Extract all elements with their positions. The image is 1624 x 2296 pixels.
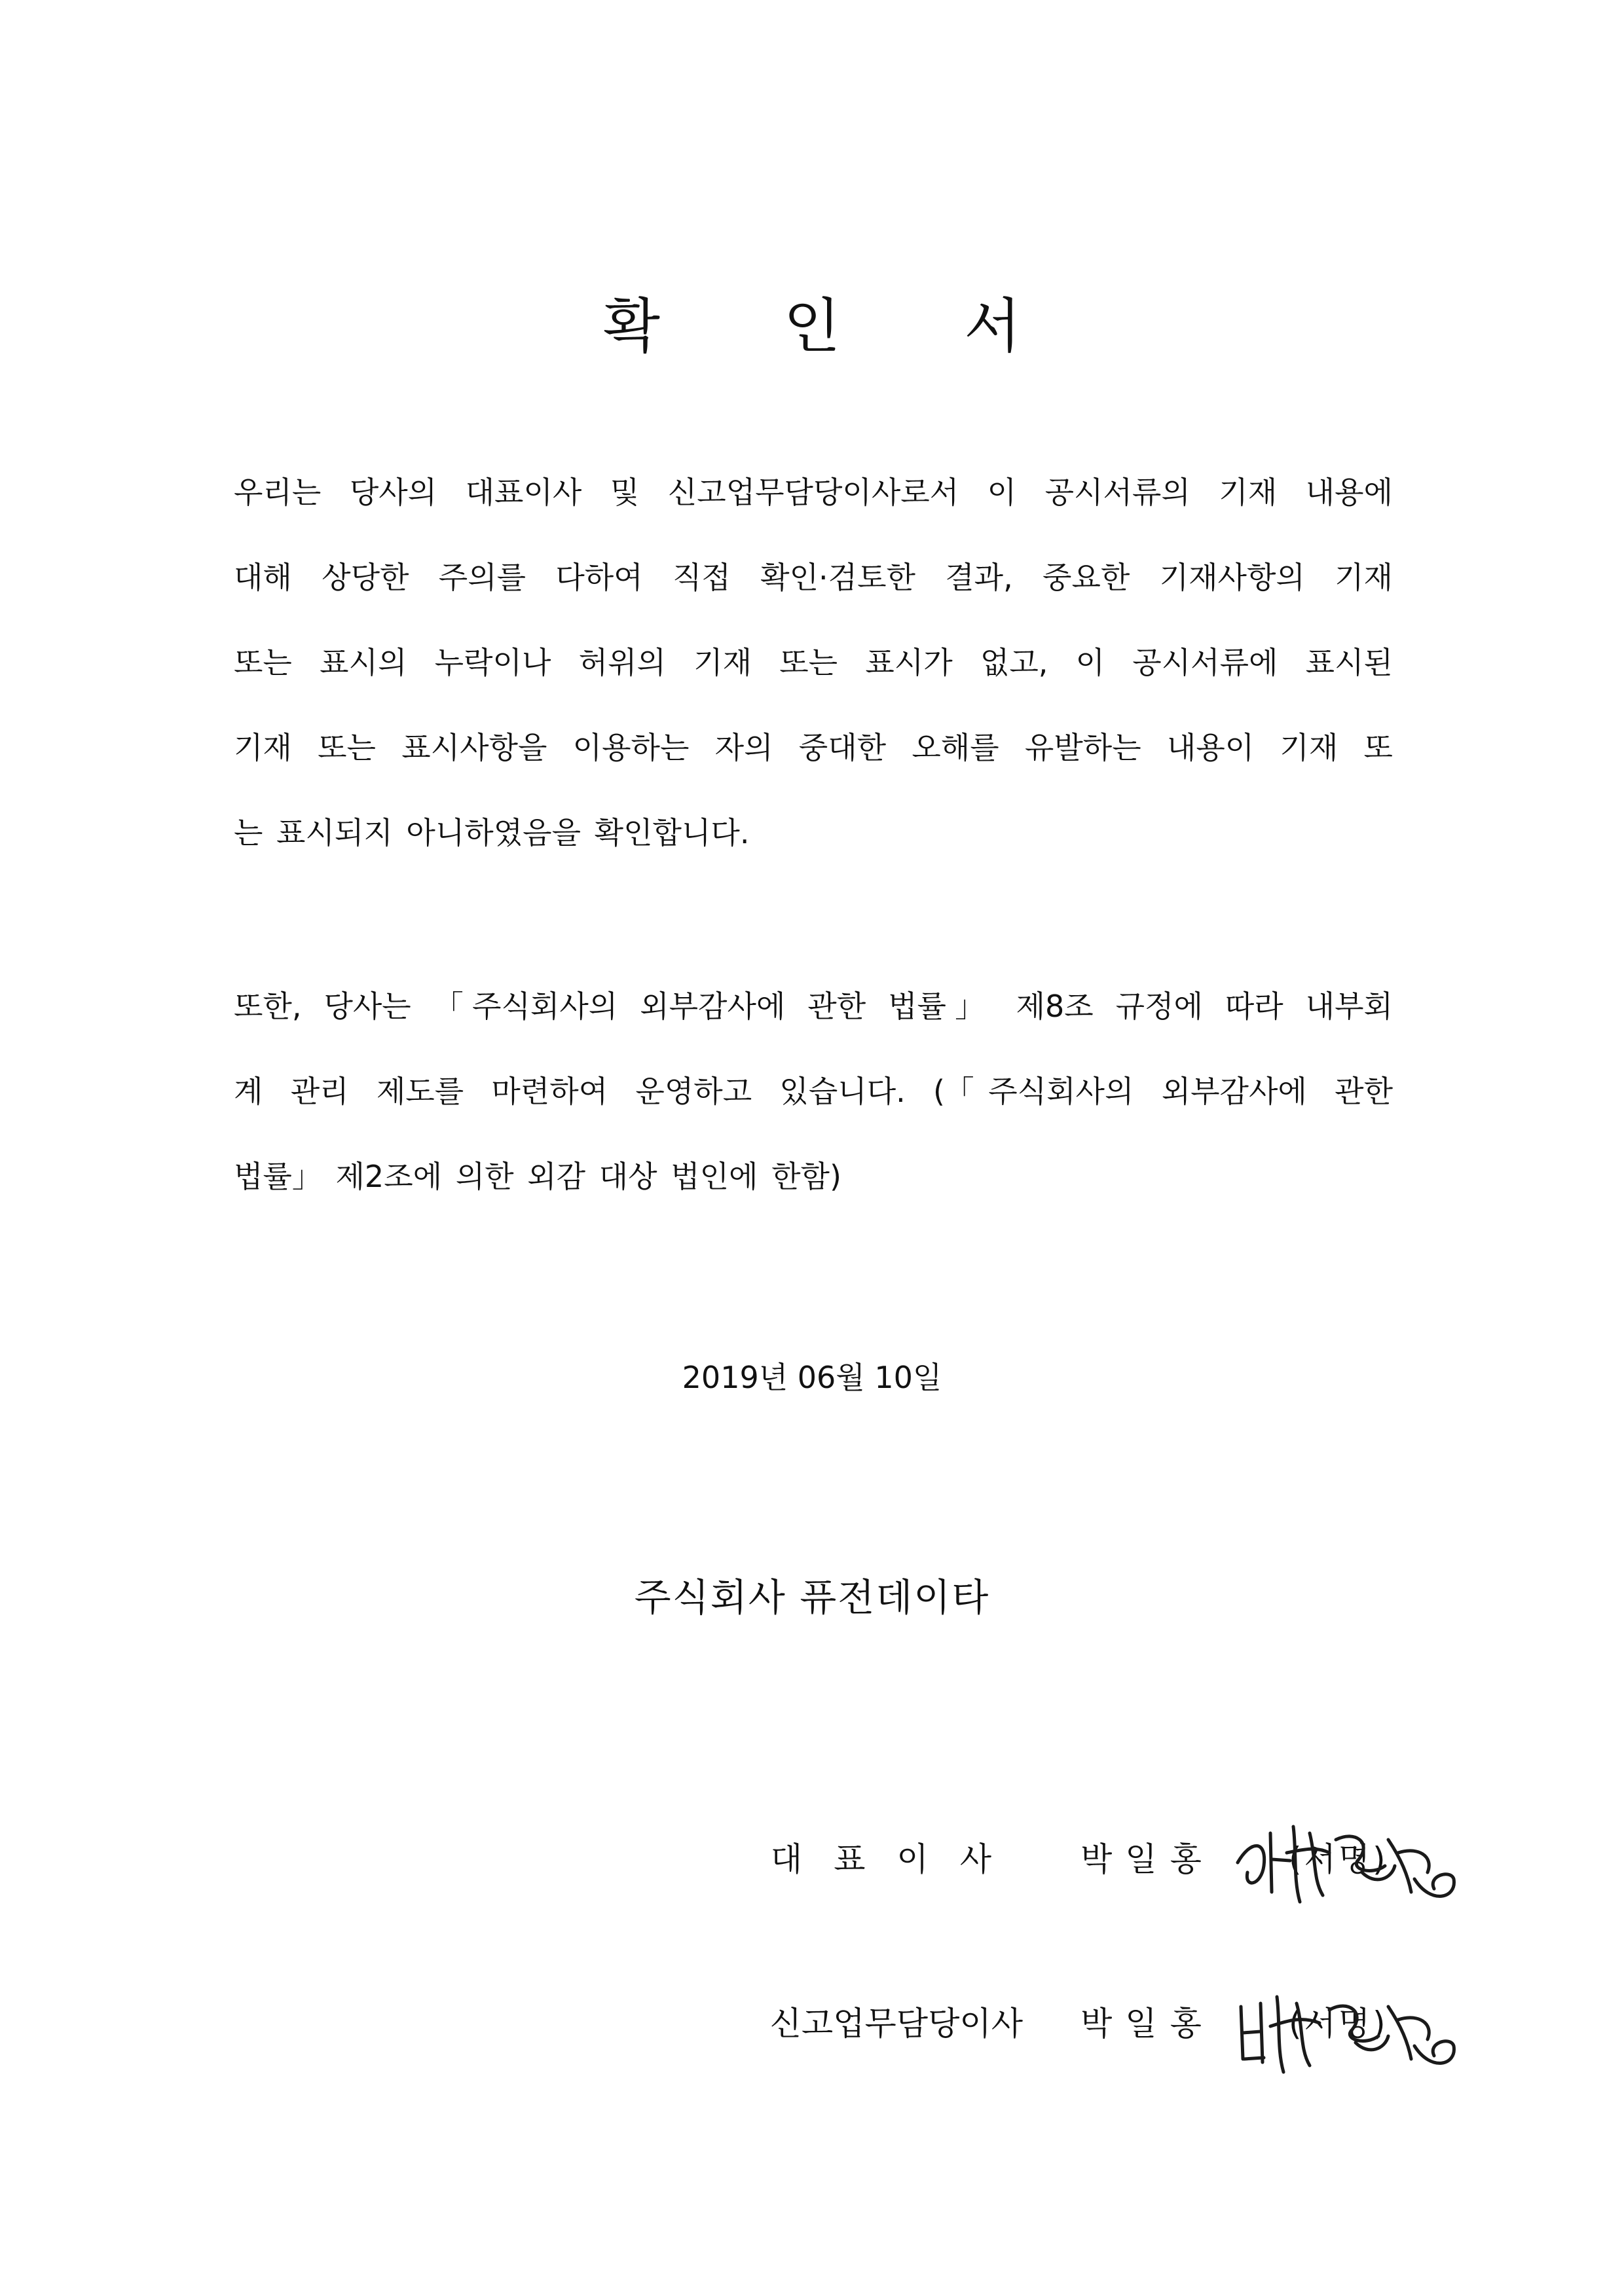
paragraph-line: 계 관리 제도를 마련하여 운영하고 있습니다. (「주식회사의 외부감사에 관한 — [234, 1074, 1393, 1109]
company-name: 주식회사 퓨전데이타 — [634, 1575, 990, 1620]
paragraph-line: 법률」 제2조에 의한 외감 대상 법인에 한함) — [234, 1159, 841, 1194]
signature-mark-label: (서명) — [1289, 1840, 1388, 1878]
paragraph-line: 대해 상당한 주의를 다하여 직접 확인·검토한 결과, 중요한 기재사항의 기재 — [234, 560, 1393, 595]
signer-role: 대표이사 — [770, 1840, 1023, 1878]
confirmation-paragraph — [234, 473, 1393, 898]
document-title: 확 인 서 — [602, 292, 1074, 361]
signature-mark-label: (서명) — [1289, 2005, 1388, 2043]
internal-control-paragraph — [234, 987, 1393, 1242]
document-date: 2019년 06월 10일 — [682, 1360, 942, 1395]
handwritten-signature-icon — [1231, 1813, 1467, 1912]
paragraph-line: 또한, 당사는 「주식회사의 외부감사에 관한 법률」 제8조 규정에 따라 내부회 — [234, 989, 1393, 1024]
paragraph-line: 기재 또는 표시사항을 이용하는 자의 중대한 오해를 유발하는 내용이 기재 또 — [234, 730, 1393, 765]
paragraph-line: 또는 표시의 누락이나 허위의 기재 또는 표시가 없고, 이 공시서류에 표시된 — [234, 645, 1393, 680]
handwritten-signature-icon — [1231, 1980, 1467, 2079]
signer-name: 박일홍 — [1080, 2005, 1215, 2043]
paragraph-line: 는 표시되지 아니하였음을 확인합니다. — [234, 815, 750, 850]
signer-name: 박일홍 — [1080, 1840, 1215, 1878]
paragraph-line: 우리는 당사의 대표이사 및 신고업무담당이사로서 이 공시서류의 기재 내용에 — [234, 475, 1393, 510]
signer-role: 신고업무담당이사 — [769, 2005, 1023, 2043]
